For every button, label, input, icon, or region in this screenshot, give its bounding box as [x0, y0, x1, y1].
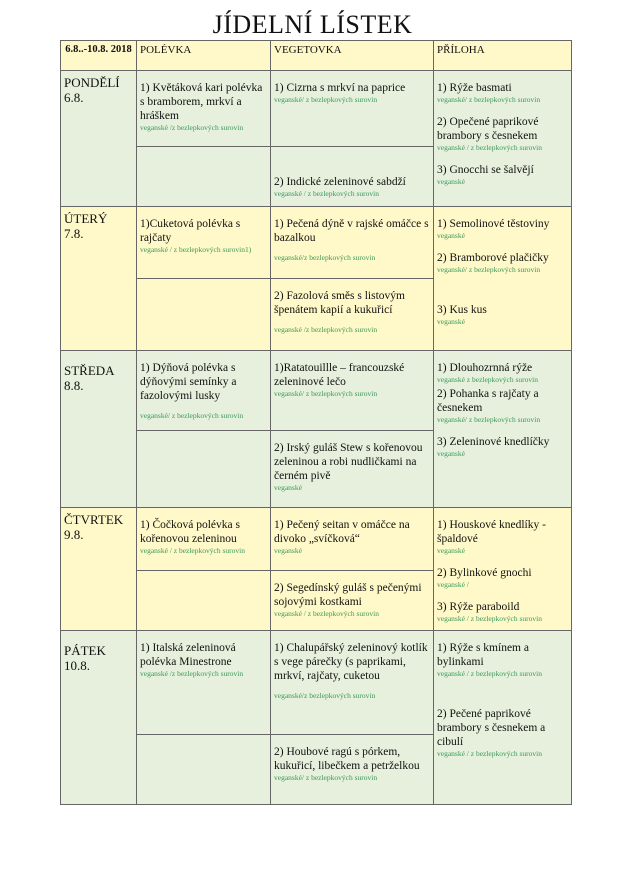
day-friday — [61, 631, 137, 805]
diet-note: veganské / z bezlepkových surovin — [274, 189, 379, 198]
day-monday — [61, 71, 137, 207]
day-name: ÚTERÝ — [64, 211, 108, 226]
diet-note: veganské/z bezlepkových surovin — [274, 253, 376, 262]
side-cell — [434, 351, 572, 508]
day-name: ČTVRTEK — [64, 512, 124, 527]
veg-item: 1) Pečený seitan v omáčce na divoko „svíčková“ — [274, 519, 410, 545]
diet-note: veganské / z bezlepkových surovin — [437, 614, 542, 623]
side-item: 1) Rýže basmati — [437, 82, 512, 94]
day-date: 7.8. — [64, 226, 84, 241]
side-item: 1) Dlouhozrnná rýže — [437, 362, 533, 374]
soup-cell — [137, 508, 271, 571]
diet-note: veganské / z bezlepkových surovin — [437, 143, 542, 152]
diet-note: veganské / z bezlepkových surovin — [140, 546, 245, 555]
veg-item: 2) Segedínský guláš s pečenými sojovými kostkami — [274, 582, 422, 608]
soup-item: 1)Cuketová polévka s rajčaty — [140, 218, 241, 244]
soup-cell — [137, 71, 271, 147]
diet-note: veganské/ z bezlepkových surovin — [274, 773, 378, 782]
side-item: 2) Opečené paprikové brambory s česnekem — [437, 116, 539, 142]
day-thursday — [61, 508, 137, 631]
veg-cell — [271, 508, 434, 571]
header-veg: VEGETOVKA — [271, 41, 434, 71]
soup-item: 1) Dýňová polévka s dýňovými semínky a fazolovými lusky — [140, 362, 237, 402]
veg-item: 2) Houbové ragú s pórkem, kukuřicí, libečkem a petrželkou — [274, 746, 420, 772]
day-date: 9.8. — [64, 527, 84, 542]
veg-cell — [271, 571, 434, 631]
soup-item: 1) Italská zeleninová polévka Minestrone — [140, 642, 236, 668]
diet-note: veganské/ z bezlepkových surovin — [437, 415, 541, 424]
diet-note: veganské / z bezlepkových surovin — [437, 749, 542, 758]
diet-note: veganské — [437, 449, 465, 458]
side-item: 3) Kus kus — [437, 304, 487, 316]
diet-note: veganské — [274, 546, 302, 555]
diet-note: veganské — [437, 317, 465, 326]
diet-note: veganské/ z bezlepkových surovin — [437, 265, 541, 274]
diet-note: veganské / z bezlepkových surovin — [437, 669, 542, 678]
page-title: JÍDELNÍ LÍSTEK — [212, 10, 413, 39]
soup-cell — [137, 207, 271, 279]
side-item: 3) Gnocchi se šalvějí — [437, 164, 534, 176]
side-item: 3) Zeleninové knedlíčky — [437, 436, 550, 448]
header-side: PŘÍLOHA — [434, 41, 572, 71]
side-cell — [434, 207, 572, 351]
diet-note: veganské — [437, 177, 465, 186]
diet-note: veganské/ z bezlepkových surovin — [140, 411, 244, 420]
veg-cell — [271, 431, 434, 508]
veg-item: 2) Indické zeleninové sabdží — [274, 176, 406, 188]
day-name: PÁTEK — [64, 643, 106, 658]
header-soup: POLÉVKA — [137, 41, 271, 71]
soup-item: 1) Květáková kari polévka s bramborem, mrkví a hráškem — [140, 82, 263, 122]
day-name: PONDĚLÍ — [64, 75, 120, 90]
day-tuesday — [61, 207, 137, 351]
diet-note: veganské z bezlepkových surovin — [437, 375, 539, 384]
diet-note: veganské / z bezlepkových surovin1) — [140, 245, 252, 254]
side-item: 1) Semolinové těstoviny — [437, 218, 550, 230]
diet-note: veganské/ z bezlepkových surovin — [274, 389, 378, 398]
diet-note: veganské — [437, 546, 465, 555]
day-date: 8.8. — [64, 378, 84, 393]
diet-note: veganské/ z bezlepkových surovin — [274, 95, 378, 104]
veg-cell — [271, 147, 434, 207]
diet-note: veganské — [274, 483, 302, 492]
veg-item: 1) Chalupářský zeleninový kotlík s vege párečky (s paprikami, mrkví, rajčaty, cuketou — [274, 642, 428, 682]
diet-note: veganské/ z bezlepkových surovin — [437, 95, 541, 104]
side-cell — [434, 71, 572, 207]
veg-item: 1)Ratatouillle – francouzské zeleninové lečo — [274, 362, 405, 388]
diet-note: veganské/z bezlepkových surovin — [274, 691, 376, 700]
side-item: 2) Bramborové plačičky — [437, 252, 549, 264]
side-cell — [434, 631, 572, 805]
diet-note: veganské /z bezlepkových surovin — [274, 325, 378, 334]
diet-note: veganské / — [437, 580, 469, 589]
day-date: 6.8. — [64, 90, 84, 105]
veg-item: 2) Fazolová směs s listovým špenátem kapií a kukuřicí — [274, 290, 405, 316]
diet-note: veganské /z bezlepkových surovin — [140, 669, 244, 678]
side-item: 2) Bylinkové gnochi — [437, 567, 532, 579]
day-date: 10.8. — [64, 658, 90, 673]
side-cell — [434, 508, 572, 631]
veg-cell — [271, 631, 434, 735]
diet-note: veganské / z bezlepkových surovin — [274, 609, 379, 618]
veg-item: 1) Cizrna s mrkví na paprice — [274, 82, 406, 94]
side-item: 1) Rýže s kmínem a bylinkami — [437, 642, 529, 668]
side-item: 3) Rýže paraboild — [437, 601, 520, 613]
soup-cell — [137, 631, 271, 735]
day-wednesday — [61, 351, 137, 508]
soup-item: 1) Čočková polévka s kořenovou zeleninou — [140, 519, 240, 545]
diet-note: veganské /z bezlepkových surovin — [140, 123, 244, 132]
veg-cell — [271, 351, 434, 431]
veg-cell — [271, 735, 434, 805]
veg-item: 1) Pečená dýně v rajské omáčce s bazalkou — [274, 218, 429, 244]
veg-cell — [271, 207, 434, 279]
side-item: 2) Pečené paprikové brambory s česnekem a cibulí — [437, 708, 546, 748]
veg-cell — [271, 71, 434, 147]
side-item: 2) Pohanka s rajčaty a česnekem — [437, 388, 539, 414]
diet-note: veganské — [437, 231, 465, 240]
side-item: 1) Houskové knedlíky - špaldové — [437, 519, 546, 545]
veg-cell — [271, 279, 434, 351]
menu-table — [60, 40, 572, 805]
soup-cell — [137, 351, 271, 431]
day-name: STŘEDA — [64, 363, 115, 378]
veg-item: 2) Irský guláš Stew s kořenovou zeleninou a robi nudličkami na černém pivě — [274, 442, 423, 482]
week-date-range: 6.8..-10.8. 2018 — [61, 41, 137, 71]
